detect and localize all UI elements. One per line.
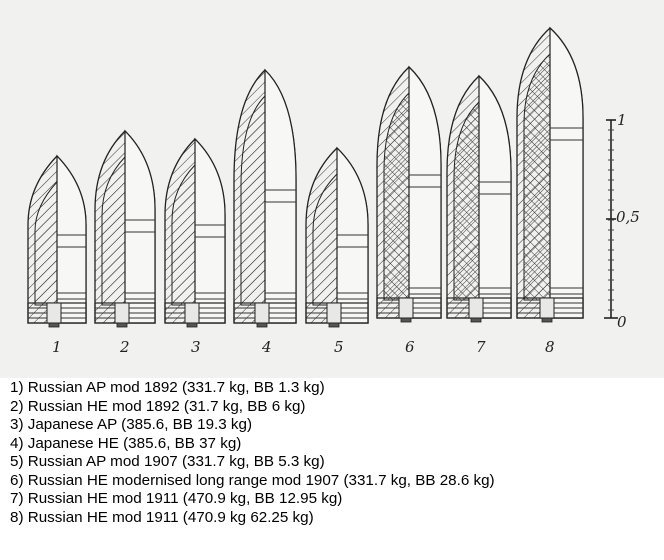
caption — [10, 379, 660, 527]
shell-exterior — [409, 67, 441, 318]
shell-number-1: 1 — [52, 338, 62, 356]
caption-line-8: 8) Russian HE mod 1911 (470.9 kg 62.25 kg) — [10, 508, 314, 526]
caption-line-6: 6) Russian HE modernised long range mod 1907 (331.7 kg, BB 28.6 kg) — [10, 471, 495, 489]
shell-number-3: 3 — [191, 338, 201, 356]
shell-exterior — [550, 28, 583, 318]
shell-6 — [377, 67, 441, 356]
shell-number-5: 5 — [334, 338, 344, 356]
caption-line-2: 2) Russian HE mod 1892 (31.7 kg, BB 6 kg) — [10, 397, 306, 415]
shell-1 — [28, 156, 86, 356]
caption-line-1: 1) Russian AP mod 1892 (331.7 kg, BB 1.3 kg) — [10, 379, 325, 396]
shell-3 — [165, 139, 225, 356]
shell-4 — [234, 70, 296, 356]
scale-top-label: 1 — [617, 111, 627, 129]
scale-bar — [604, 111, 640, 331]
shell-2 — [95, 131, 155, 356]
shell-exterior — [57, 156, 86, 323]
shell-5 — [306, 148, 368, 356]
caption-line-7: 7) Russian HE mod 1911 (470.9 kg, BB 12.95 kg) — [10, 490, 343, 507]
shell-number-4: 4 — [262, 338, 272, 356]
caption-line-3: 3) Japanese AP (385.6, BB 19.3 kg) — [10, 416, 253, 433]
shell-number-7: 7 — [476, 338, 486, 356]
shell-number-6: 6 — [405, 338, 415, 356]
shell-exterior — [125, 131, 155, 323]
shell-filling — [524, 54, 550, 300]
shell-7 — [447, 76, 511, 356]
caption-line-5: 5) Russian AP mod 1907 (331.7 kg, BB 5.3 kg) — [10, 453, 325, 470]
shell-exterior — [479, 76, 511, 318]
shell-8 — [517, 28, 583, 356]
shell-exterior — [195, 139, 225, 323]
scale-bottom-label: 0 — [617, 313, 627, 331]
scale-middle-label: 0,5 — [616, 208, 640, 226]
shell-exterior — [265, 70, 296, 323]
shell-number-8: 8 — [545, 338, 555, 356]
caption-line-4: 4) Japanese HE (385.6, BB 37 kg) — [10, 434, 242, 452]
shell-number-2: 2 — [120, 338, 130, 356]
